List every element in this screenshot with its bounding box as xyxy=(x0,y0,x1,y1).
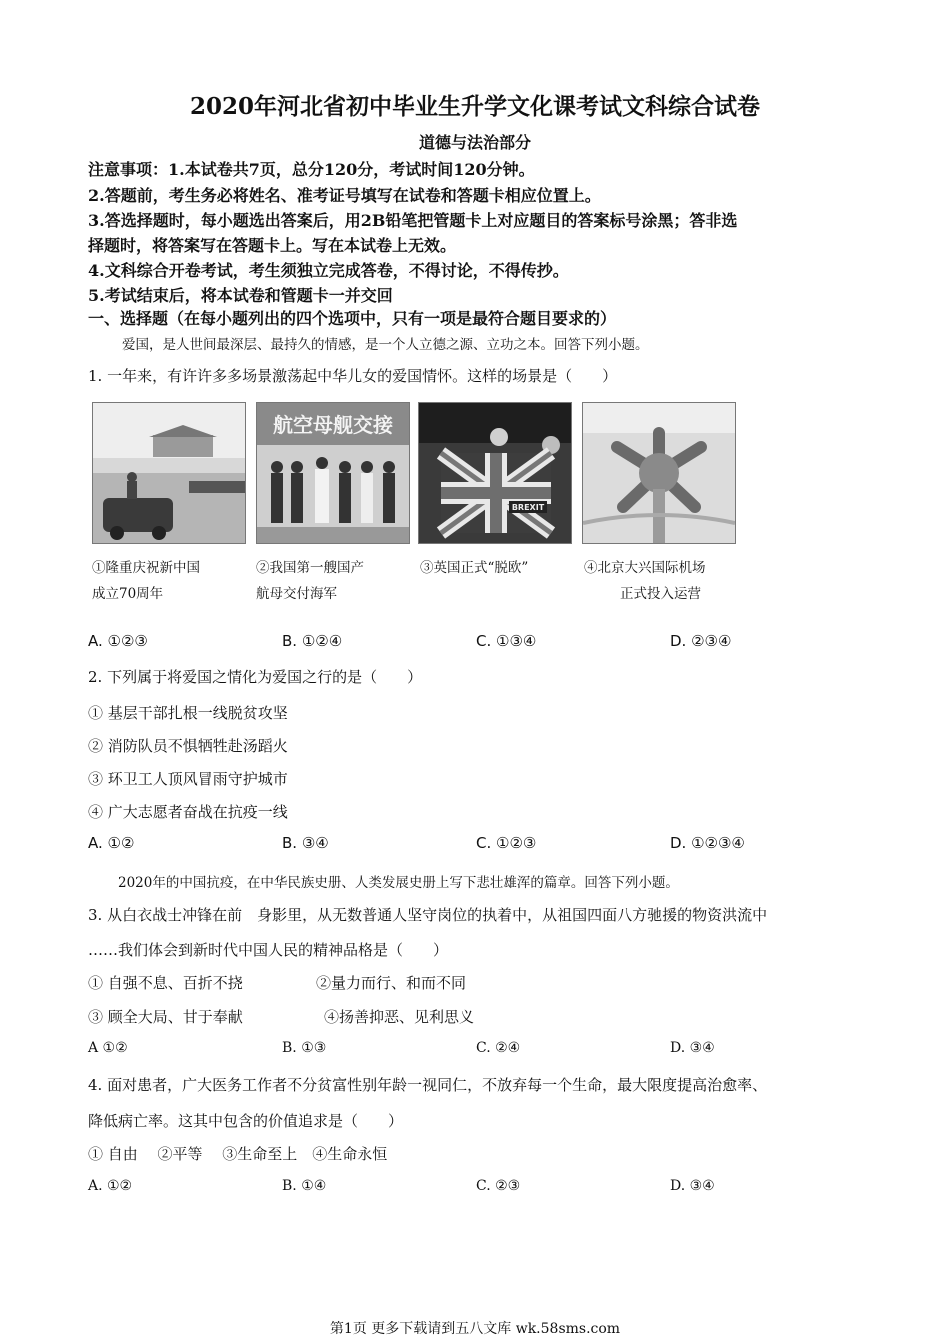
q1-stem: 1. 一年来，有许许多多场景激荡起中华儿女的爱国情怀。这样的场景是（ ） xyxy=(88,367,618,385)
caption-4: ④北京大兴国际机场 正式投入运营 xyxy=(584,560,706,602)
q4-option-c: C. ②③ xyxy=(476,1178,521,1194)
exam-title: 2020年河北省初中毕业生升学文化课考试文科综合试卷 xyxy=(189,93,760,120)
q4-stem-line-1: 4. 面对患者，广大医务工作者不分贫富性别年龄一视同仁，不放弃每一个生命，最大限度提高治愈率、 xyxy=(88,1076,768,1094)
q4-option-d: D. ③④ xyxy=(670,1178,715,1194)
section-heading: 一、选择题（在每小题列出的四个选项中，只有一项是最符合题目要求的） xyxy=(88,309,617,328)
q1-option-d: D. ②③④ xyxy=(670,632,732,650)
q2-option-d: D. ①②③④ xyxy=(670,834,745,852)
q4-option-b: B. ①④ xyxy=(282,1178,327,1194)
q3-option-b: B. ①③ xyxy=(282,1040,327,1056)
caption-1: ①隆重庆祝新中国 成立70周年 xyxy=(92,560,200,602)
q3-stem-line-1: 3. 从白衣战士冲锋在前 身影里，从无数普通人坚守岗位的执着中，从祖国四面八方驰援的物资洪流中 xyxy=(88,906,768,924)
q4-stem-line-2: 降低病亡率。这其中包含的价值追求是（ ） xyxy=(88,1112,404,1130)
q2-item-3: ③ 环卫工人顶风冒雨守护城市 xyxy=(88,770,288,788)
brexit-sign-text: BREXIT xyxy=(511,503,545,512)
q2-stem: 2. 下列属于将爱国之情化为爱国之行的是（ ） xyxy=(88,668,423,686)
q4-option-a: A. ①② xyxy=(88,1178,133,1194)
note-line-5: 4.文科综合开卷考试，考生须独立完成答卷，不得讨论，不得传抄。 xyxy=(88,261,569,280)
caption-2: ②我国第一艘国产 航母交付海军 xyxy=(256,560,364,602)
q1-option-b: B. ①②④ xyxy=(282,632,343,650)
q3-stem-line-2: ……我们体会到新时代中国人民的精神品格是（ ） xyxy=(88,941,449,959)
q2-option-a: A. ①② xyxy=(88,834,135,852)
q3-option-a: A ①② xyxy=(88,1040,128,1056)
intro-epidemic: 2020年的中国抗疫，在中华民族史册、人类发展史册上写下悲壮雄浑的篇章。回答下列小题。 xyxy=(118,875,679,891)
q3-item-4: ④扬善抑恶、见利思义 xyxy=(324,1008,475,1026)
q3-item-2: ②量力而行、和而不同 xyxy=(316,974,467,992)
q1-option-c: C. ①③④ xyxy=(476,632,537,650)
q3-option-c: C. ②④ xyxy=(476,1040,521,1056)
q2-option-c: C. ①②③ xyxy=(476,834,537,852)
photo-aircraft-carrier xyxy=(256,402,410,544)
note-line-6: 5.考试结束后，将本试卷和管题卡一并交回 xyxy=(88,286,393,305)
q2-item-2: ② 消防队员不惧牺牲赴汤蹈火 xyxy=(88,737,288,755)
photo-parade xyxy=(92,402,246,544)
note-line-2: 2.答题前，考生务必将姓名、准考证号填写在试卷和答题卡相应位置上。 xyxy=(88,186,601,205)
note-line-3: 3.答选择题时，每小题选出答案后，用2B铅笔把管题卡上对应题目的答案标号涂黑；答非选 xyxy=(88,211,738,230)
carrier-banner-text: 航空母舰交接 xyxy=(273,413,393,437)
q2-item-4: ④ 广大志愿者奋战在抗疫一线 xyxy=(88,803,288,821)
section-subtitle: 道德与法治部分 xyxy=(418,133,531,152)
q3-item-1: ① 自强不息、百折不挠 xyxy=(88,974,243,992)
q2-item-1: ① 基层干部扎根一线脱贫攻坚 xyxy=(88,704,288,722)
note-line-4: 择题时，将答案写在答题卡上。写在本试卷上无效。 xyxy=(88,236,457,255)
intro-patriotism: 爱国，是人世间最深层、最持久的情感，是一个人立德之源、立功之本。回答下列小题。 xyxy=(122,337,649,353)
caption-3: ③英国正式“脱欧” xyxy=(420,560,529,576)
q4-items: ① 自由 ②平等 ③生命至上 ④生命永恒 xyxy=(88,1145,388,1163)
photo-daxing-airport xyxy=(582,402,736,544)
photo-brexit xyxy=(418,402,572,544)
page-footer: 第1页 更多下载请到五八文库 wk.58sms.com xyxy=(329,1321,621,1337)
note-line-1: 注意事项：1.本试卷共7页，总分120分，考试时间120分钟。 xyxy=(88,160,535,179)
q1-option-a: A. ①②③ xyxy=(88,632,148,650)
q3-option-d: D. ③④ xyxy=(670,1040,715,1056)
q3-item-3: ③ 顾全大局、甘于奉献 xyxy=(88,1008,243,1026)
q2-option-b: B. ③④ xyxy=(282,834,329,852)
